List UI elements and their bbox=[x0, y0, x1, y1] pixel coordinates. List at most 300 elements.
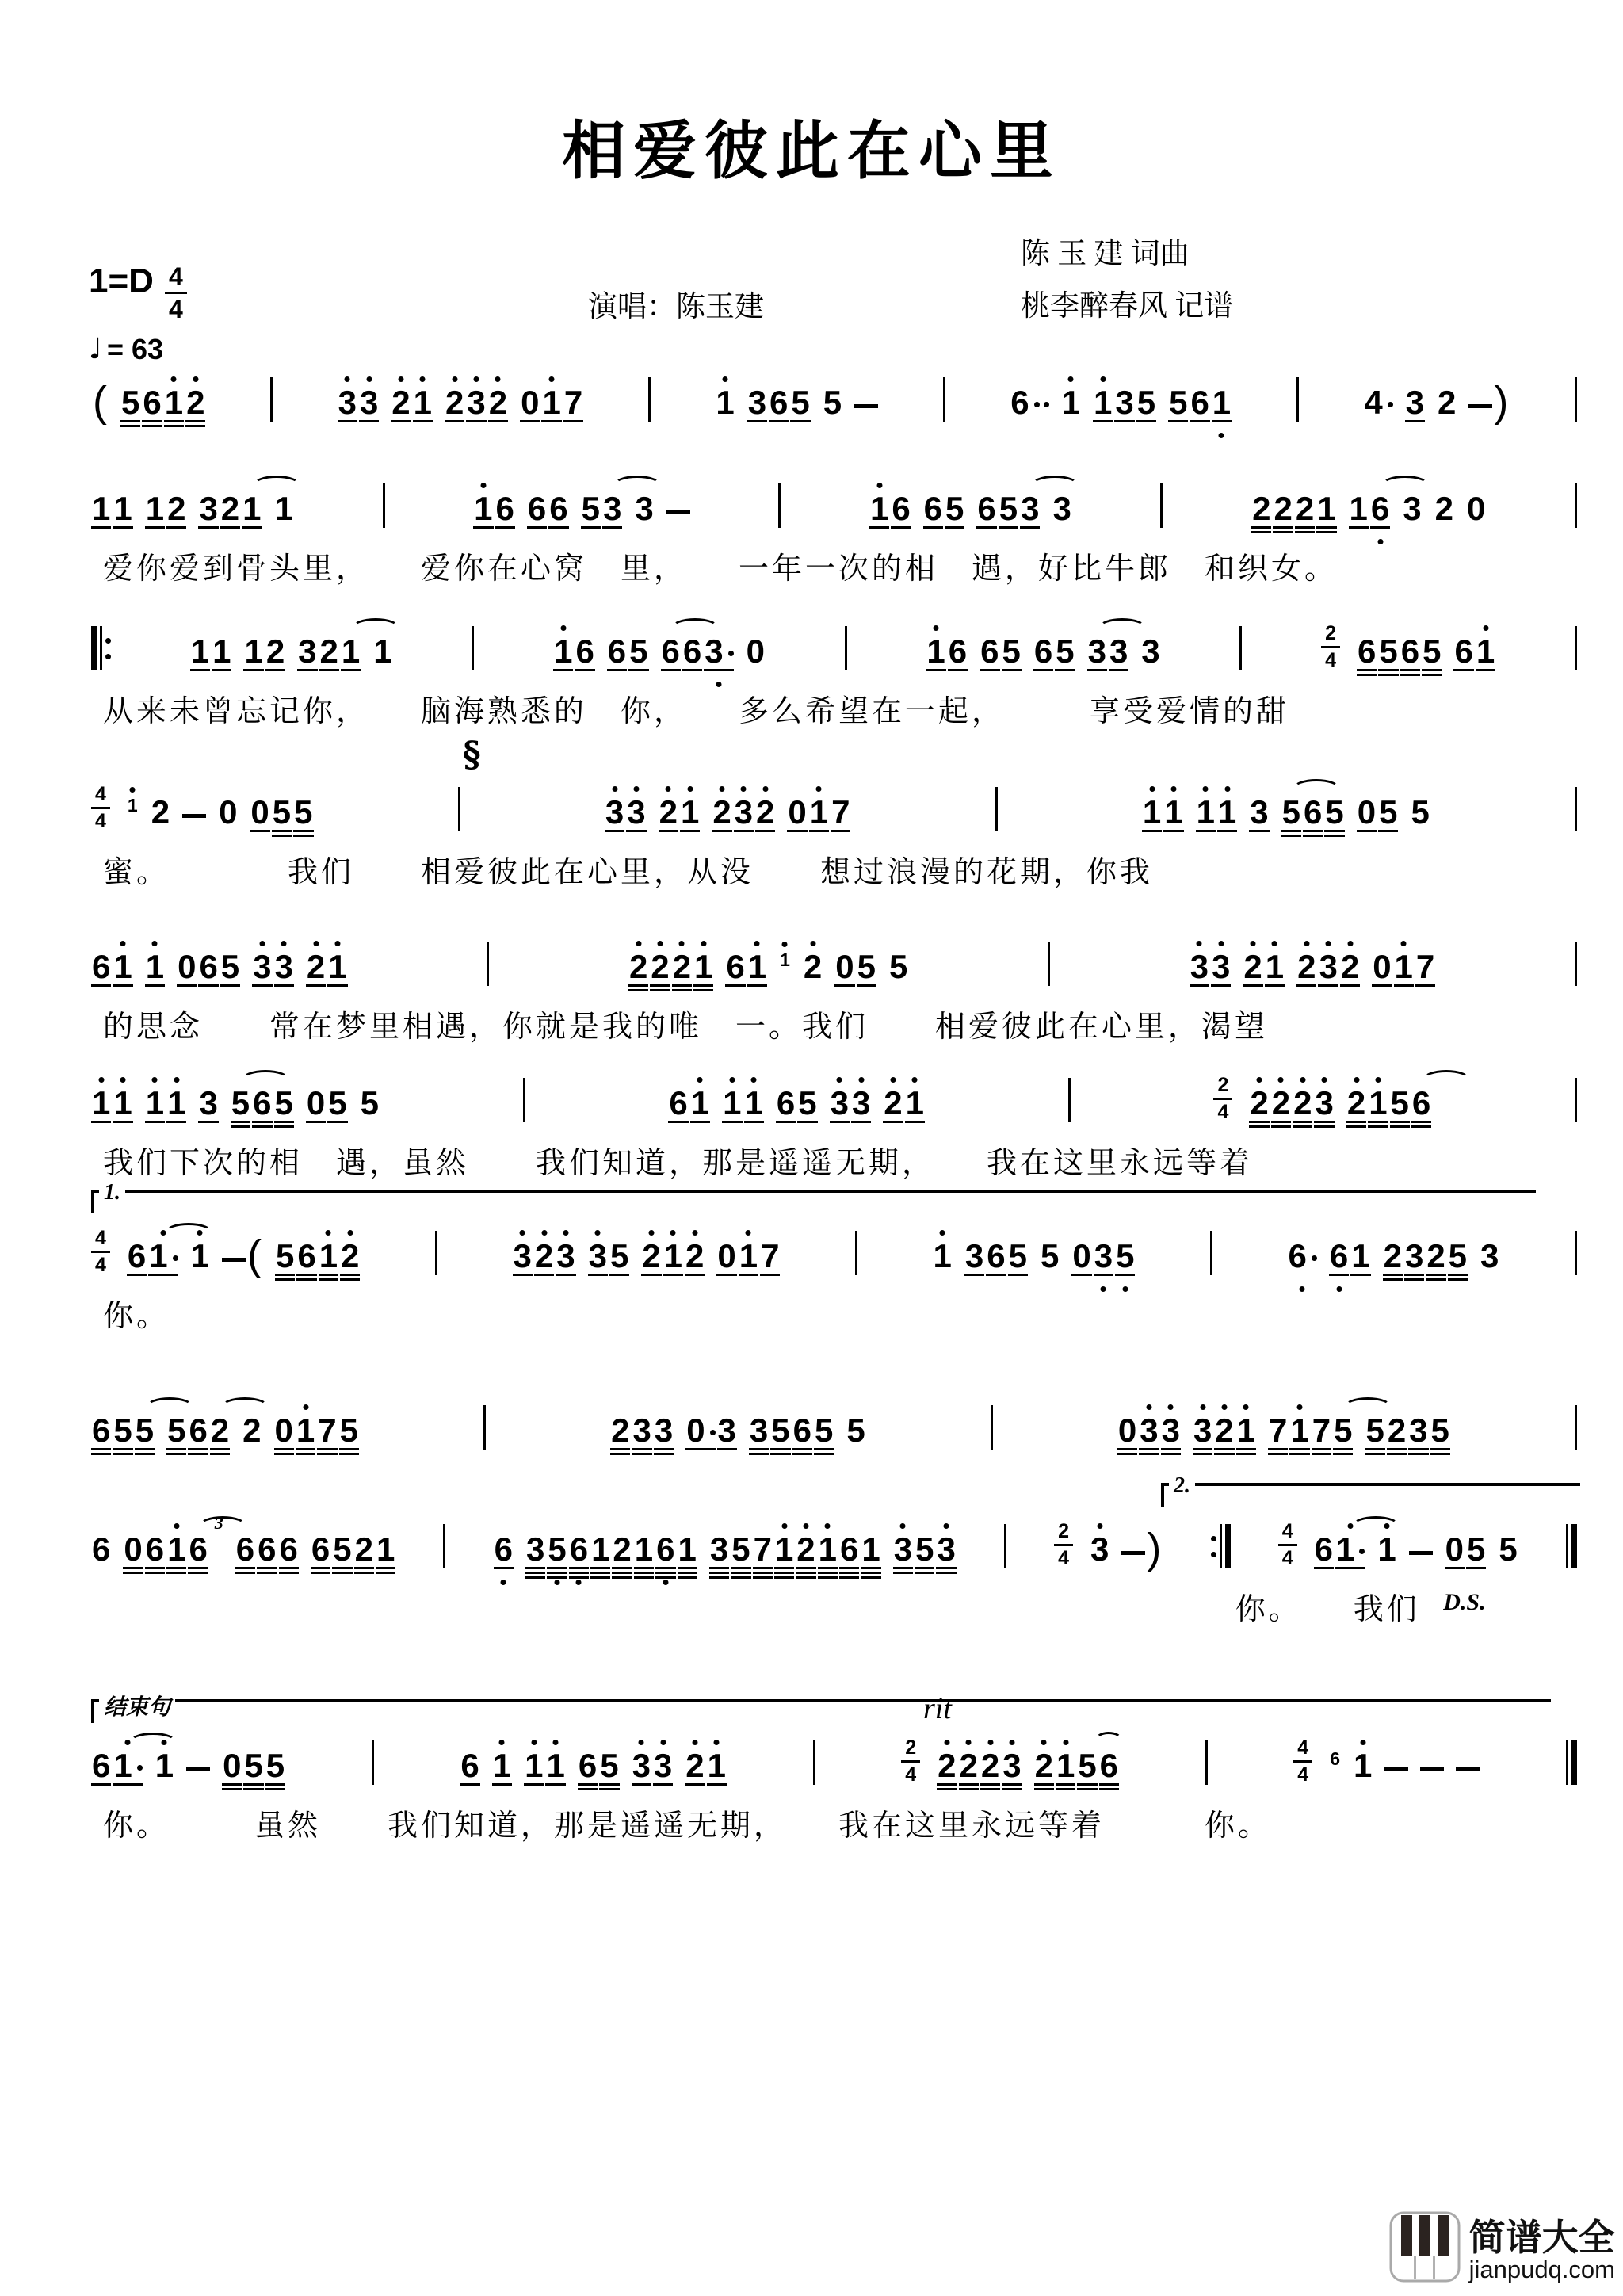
octave-dot-above bbox=[701, 941, 706, 946]
underline bbox=[1357, 669, 1377, 671]
barline bbox=[1575, 1231, 1577, 1275]
note bbox=[834, 950, 854, 986]
note bbox=[641, 1237, 661, 1275]
barline bbox=[100, 626, 102, 670]
underline bbox=[534, 1274, 554, 1276]
note-digit: 1 bbox=[869, 490, 889, 527]
underline bbox=[242, 526, 262, 529]
time-bottom: 4 bbox=[168, 295, 183, 323]
note bbox=[272, 793, 292, 831]
song-title: 相爱彼此在心里 bbox=[562, 114, 1061, 188]
note-digit: 3 bbox=[253, 948, 272, 985]
underline bbox=[1422, 669, 1442, 671]
underline bbox=[198, 984, 218, 987]
octave-dot-above bbox=[692, 1230, 697, 1236]
note-digit: 1 bbox=[341, 632, 361, 670]
note bbox=[339, 1414, 359, 1450]
note bbox=[1476, 632, 1495, 670]
note-digit: 3 bbox=[1409, 1412, 1428, 1449]
note bbox=[779, 951, 791, 970]
note-digit: 2 bbox=[1293, 1084, 1312, 1121]
note-digit: 5 bbox=[1002, 632, 1021, 670]
note bbox=[252, 1084, 272, 1122]
note bbox=[1295, 492, 1315, 528]
underline bbox=[1214, 1448, 1234, 1450]
underline bbox=[937, 1783, 957, 1786]
underline bbox=[1211, 984, 1231, 987]
note bbox=[846, 1414, 865, 1450]
note bbox=[460, 1749, 479, 1785]
underline bbox=[725, 984, 745, 987]
piano-icon bbox=[1388, 2210, 1461, 2283]
note-digit: 6 bbox=[776, 1084, 796, 1121]
underline bbox=[796, 1576, 815, 1579]
underline bbox=[1117, 1448, 1137, 1450]
volta-bracket bbox=[91, 1180, 1536, 1213]
octave-dot-above bbox=[825, 1523, 831, 1529]
note bbox=[1212, 386, 1232, 422]
note bbox=[534, 1237, 554, 1275]
note bbox=[1335, 1530, 1365, 1568]
octave-dot-above bbox=[1009, 1740, 1014, 1745]
barline bbox=[1566, 1524, 1568, 1568]
note-digit: 5 bbox=[1448, 1237, 1468, 1274]
note-digit: 1 bbox=[525, 1747, 544, 1784]
lyrics-line: 的思念 常在梦里相遇，你就是我的唯 一。我们 相爱彼此在心里，渴望 bbox=[103, 1010, 1269, 1044]
note bbox=[1400, 632, 1420, 670]
underline bbox=[145, 1121, 165, 1123]
underline bbox=[1281, 830, 1301, 832]
note-digit: 1 bbox=[774, 1530, 794, 1568]
system-2 bbox=[91, 477, 1577, 613]
underline bbox=[787, 830, 807, 832]
note-digit: 6 bbox=[923, 490, 943, 527]
beat-group bbox=[553, 632, 766, 670]
underline bbox=[91, 1448, 111, 1450]
note bbox=[1316, 492, 1336, 528]
note bbox=[1426, 1237, 1445, 1275]
underline bbox=[1293, 1125, 1312, 1128]
note bbox=[1193, 1414, 1212, 1450]
underline bbox=[774, 1567, 794, 1569]
note-digit: 6 bbox=[948, 632, 968, 670]
note-digit: 1 bbox=[554, 632, 573, 670]
note-digit: 3 bbox=[1161, 1412, 1180, 1449]
underline bbox=[1368, 1121, 1388, 1123]
duration-dash bbox=[182, 814, 206, 818]
note bbox=[632, 1414, 651, 1450]
note-digit: 1 bbox=[113, 490, 132, 527]
octave-dot-above bbox=[890, 1077, 896, 1083]
note bbox=[747, 386, 767, 422]
underline bbox=[113, 526, 132, 529]
octave-dot-above bbox=[697, 1077, 703, 1083]
note bbox=[198, 492, 218, 528]
octave-dot-above bbox=[563, 1230, 568, 1236]
note-digit: 1 bbox=[242, 490, 262, 527]
note-digit: 2 bbox=[1387, 1412, 1407, 1449]
singer-credit: 演唱：陈玉建 bbox=[588, 291, 764, 323]
underline bbox=[1445, 1567, 1465, 1569]
underline bbox=[235, 1572, 255, 1574]
note-digit: 2 bbox=[980, 1747, 1000, 1784]
underline bbox=[1193, 1448, 1212, 1450]
parenthesis: ( bbox=[246, 1232, 262, 1280]
barline bbox=[1048, 942, 1050, 986]
underline bbox=[120, 425, 140, 427]
note-digit: 1 bbox=[1196, 793, 1215, 831]
barline bbox=[855, 1231, 857, 1275]
underline bbox=[113, 1448, 132, 1450]
underline bbox=[578, 1783, 598, 1786]
note bbox=[177, 950, 197, 986]
note bbox=[747, 950, 767, 986]
beat-group bbox=[901, 1737, 1119, 1785]
note bbox=[1378, 793, 1398, 831]
segno-sign: § bbox=[462, 735, 481, 775]
time-top: 2 bbox=[1054, 1521, 1073, 1546]
octave-dot-above bbox=[934, 625, 939, 631]
note bbox=[257, 1530, 277, 1568]
note bbox=[610, 1414, 630, 1450]
underline bbox=[755, 830, 775, 832]
note-digit: 5 bbox=[265, 1747, 285, 1784]
note-digit: 5 bbox=[135, 1412, 155, 1449]
barline bbox=[523, 1078, 525, 1122]
note-digit: 7 bbox=[761, 1237, 780, 1274]
underline bbox=[980, 669, 999, 671]
note-digit: 6 bbox=[143, 384, 162, 421]
note bbox=[1008, 1237, 1028, 1275]
note-digit: 2 bbox=[1383, 1237, 1402, 1274]
underline bbox=[1340, 984, 1360, 987]
underline bbox=[753, 1576, 773, 1579]
underline bbox=[1426, 1278, 1445, 1281]
note bbox=[1099, 1749, 1119, 1785]
system-4 bbox=[91, 735, 1577, 917]
note bbox=[1115, 1237, 1135, 1275]
volta-label: 2. bbox=[1169, 1473, 1195, 1499]
octave-dot-above bbox=[120, 941, 126, 946]
underline bbox=[1430, 1448, 1450, 1450]
underline bbox=[569, 1567, 589, 1569]
note-digit: 1 bbox=[1265, 948, 1285, 985]
underline bbox=[945, 526, 964, 529]
note bbox=[685, 1237, 705, 1275]
note-digit: 6 bbox=[669, 1084, 688, 1121]
note-digit: 2 bbox=[1215, 1412, 1234, 1449]
underline bbox=[1249, 1121, 1269, 1123]
underline bbox=[1426, 1274, 1445, 1276]
underline bbox=[359, 420, 379, 422]
duration-dash bbox=[1409, 1551, 1433, 1555]
underline bbox=[1400, 669, 1420, 671]
note bbox=[937, 1749, 957, 1785]
octave-dot-above bbox=[1200, 1404, 1205, 1410]
note-digit: 2 bbox=[1434, 490, 1453, 527]
note-digit: 1 bbox=[145, 490, 165, 527]
underline bbox=[893, 1567, 913, 1569]
note bbox=[831, 793, 850, 831]
underline bbox=[1329, 1274, 1349, 1276]
underline bbox=[948, 669, 968, 671]
note-digit: 7 bbox=[1269, 1412, 1288, 1449]
time-top: 4 bbox=[1293, 1737, 1312, 1763]
note bbox=[190, 1237, 210, 1275]
note bbox=[1498, 1530, 1518, 1568]
underline bbox=[792, 1453, 812, 1455]
note bbox=[185, 386, 205, 422]
note-digit: 5 bbox=[272, 793, 292, 831]
beat-group bbox=[91, 1414, 359, 1450]
underline bbox=[612, 1567, 632, 1569]
note-digit: 3 bbox=[1315, 1084, 1334, 1121]
underline bbox=[1115, 1274, 1135, 1276]
note bbox=[220, 492, 240, 528]
note bbox=[391, 386, 411, 422]
key-label: 1=D bbox=[89, 262, 154, 300]
note-digit: 0 bbox=[306, 1084, 326, 1121]
underline bbox=[297, 669, 317, 671]
underline bbox=[650, 984, 670, 987]
underline bbox=[91, 526, 111, 529]
barline bbox=[1575, 1405, 1577, 1450]
underline bbox=[937, 1788, 957, 1790]
note bbox=[1211, 950, 1231, 986]
note-digit: 6 bbox=[258, 1530, 277, 1568]
underline bbox=[1312, 1453, 1331, 1455]
notes-row bbox=[91, 477, 1577, 528]
octave-dot-above bbox=[858, 1077, 864, 1083]
barline bbox=[91, 626, 97, 670]
beat-group bbox=[926, 632, 1160, 670]
underline bbox=[1394, 984, 1414, 987]
note-digit: 3 bbox=[734, 793, 754, 831]
barline bbox=[1220, 1524, 1222, 1568]
note bbox=[690, 1084, 710, 1122]
octave-dot-above bbox=[1063, 1740, 1068, 1745]
system-3 bbox=[91, 620, 1577, 756]
note-digit: 2 bbox=[445, 384, 464, 421]
underline bbox=[628, 984, 648, 987]
note bbox=[1281, 793, 1301, 831]
octave-dot-below bbox=[1122, 1286, 1128, 1292]
note bbox=[338, 386, 357, 422]
note-digit: 6 bbox=[92, 1530, 111, 1568]
note-digit: 1 bbox=[591, 1530, 610, 1568]
note-digit: 1 bbox=[113, 1747, 132, 1784]
note bbox=[166, 1084, 186, 1122]
underline bbox=[1034, 1783, 1054, 1786]
note bbox=[1093, 386, 1113, 422]
triplet-number: 3 bbox=[214, 1513, 223, 1533]
octave-dot-above bbox=[1360, 1740, 1365, 1745]
note-digit: 1 bbox=[1142, 793, 1162, 831]
note-digit: 2 bbox=[884, 1084, 903, 1121]
underline bbox=[650, 989, 670, 991]
note-digit: 3 bbox=[1319, 948, 1338, 985]
underline bbox=[1415, 984, 1435, 987]
note-digit: 5 bbox=[231, 1084, 250, 1121]
note bbox=[628, 950, 648, 986]
note-digit: 0 bbox=[1117, 1412, 1137, 1449]
note bbox=[722, 1084, 742, 1122]
duration-dash bbox=[1420, 1767, 1444, 1771]
note-digit: 3 bbox=[1002, 1747, 1022, 1784]
note bbox=[590, 1530, 610, 1568]
octave-dot-above bbox=[474, 376, 479, 382]
underline bbox=[1190, 984, 1209, 987]
note bbox=[883, 1084, 903, 1122]
underline bbox=[91, 1783, 111, 1786]
note-digit: 6 bbox=[575, 632, 594, 670]
underline bbox=[605, 830, 624, 832]
note-digit: 1 bbox=[164, 384, 184, 421]
note-digit: 1 bbox=[1164, 793, 1183, 831]
note-digit: 1 bbox=[92, 1084, 111, 1121]
underline bbox=[809, 830, 829, 832]
note-digit: 3 bbox=[1190, 948, 1209, 985]
lyrics-line: 你。 我们 bbox=[1235, 1593, 1420, 1626]
notes-row bbox=[91, 1180, 1577, 1280]
beat-group bbox=[91, 1515, 395, 1568]
underline bbox=[1139, 1453, 1159, 1455]
underline bbox=[891, 526, 911, 529]
underline bbox=[814, 1453, 834, 1455]
underline bbox=[494, 1567, 514, 1569]
note-digit: 3 bbox=[1140, 1412, 1159, 1449]
beat-group bbox=[1321, 623, 1495, 670]
note-digit: 2 bbox=[611, 1412, 630, 1449]
underline bbox=[753, 1567, 773, 1569]
note bbox=[91, 950, 111, 986]
barline bbox=[1575, 483, 1577, 528]
underline bbox=[1139, 1448, 1159, 1450]
underline bbox=[123, 1567, 143, 1569]
note bbox=[653, 1749, 673, 1785]
note bbox=[588, 1237, 608, 1275]
underline bbox=[834, 984, 854, 987]
underline bbox=[332, 1572, 352, 1574]
note bbox=[306, 1084, 326, 1122]
notes-row bbox=[91, 1473, 1577, 1573]
underline bbox=[231, 1121, 250, 1123]
note bbox=[274, 950, 294, 986]
octave-dot-above bbox=[670, 1230, 676, 1236]
note-digit: 6 bbox=[1411, 1084, 1431, 1121]
underline bbox=[1378, 674, 1398, 676]
note-digit: 1 bbox=[113, 1084, 132, 1121]
octave-dot-above bbox=[1243, 1404, 1249, 1410]
note-digit: 6 bbox=[1400, 632, 1420, 670]
underline bbox=[1056, 1783, 1075, 1786]
system-10 bbox=[91, 1692, 1577, 1870]
underline bbox=[634, 1576, 654, 1579]
note-digit: 2 bbox=[186, 384, 205, 421]
underline bbox=[164, 425, 184, 427]
octave-dot-above bbox=[1326, 941, 1331, 946]
note bbox=[986, 1237, 1006, 1275]
note-digit: 3 bbox=[717, 1412, 736, 1449]
note bbox=[91, 1084, 111, 1122]
underline bbox=[663, 1274, 683, 1276]
beat-group bbox=[605, 793, 851, 831]
underline bbox=[495, 526, 515, 529]
note-digit: 5 bbox=[731, 1530, 750, 1568]
note bbox=[1190, 950, 1209, 986]
duration-dash bbox=[666, 510, 690, 514]
note bbox=[166, 1414, 186, 1450]
note bbox=[1434, 492, 1454, 528]
underline bbox=[1281, 835, 1301, 837]
note-digit: 5 bbox=[945, 490, 964, 527]
underline bbox=[731, 1567, 750, 1569]
note-digit: 1 bbox=[413, 384, 433, 421]
note-digit: 5 bbox=[1365, 1412, 1384, 1449]
octave-dot-above bbox=[679, 941, 685, 946]
note bbox=[1077, 1749, 1097, 1785]
lyrics-line: 你。 虽然 我们知道，那是遥遥无期， 我在这里永远等着 你。 bbox=[103, 1809, 1272, 1843]
note-digit: 2 bbox=[1295, 490, 1315, 527]
underline bbox=[332, 1567, 352, 1569]
underline bbox=[1117, 1453, 1137, 1455]
note bbox=[127, 797, 139, 816]
note bbox=[599, 1749, 619, 1785]
note bbox=[680, 793, 700, 831]
underline bbox=[1324, 835, 1344, 837]
note-digit: 1 bbox=[1212, 384, 1232, 421]
underline bbox=[774, 1576, 794, 1579]
underline bbox=[1430, 1453, 1450, 1455]
note-digit: 6 bbox=[840, 1530, 859, 1568]
time-bottom: 4 bbox=[1217, 1101, 1229, 1123]
note bbox=[796, 1530, 815, 1568]
final-barline bbox=[1566, 1524, 1577, 1568]
underline bbox=[319, 669, 339, 671]
barline bbox=[458, 787, 460, 831]
note-digit: 1 bbox=[1290, 1412, 1309, 1449]
underline bbox=[1408, 1448, 1428, 1450]
barline bbox=[1575, 787, 1577, 831]
note-digit: 1 bbox=[127, 795, 138, 816]
underline bbox=[734, 830, 754, 832]
underline bbox=[166, 1121, 186, 1123]
underline bbox=[222, 1788, 242, 1790]
underline bbox=[626, 830, 646, 832]
underline bbox=[588, 1274, 608, 1276]
notes-row bbox=[91, 935, 1577, 986]
note bbox=[1430, 1414, 1450, 1450]
note bbox=[1289, 1414, 1309, 1450]
beat-group bbox=[715, 386, 878, 422]
note-digit: 1 bbox=[1377, 1530, 1396, 1568]
underline bbox=[1404, 1274, 1424, 1276]
note bbox=[744, 1084, 764, 1122]
underline bbox=[148, 1274, 178, 1276]
duration-dash bbox=[222, 1258, 246, 1262]
note-digit: 0 bbox=[1466, 490, 1486, 527]
octave-dot-above bbox=[420, 376, 426, 382]
underline bbox=[1002, 1788, 1022, 1790]
octave-dot-above bbox=[162, 1740, 167, 1745]
octave-dot-above bbox=[729, 1077, 735, 1083]
barline bbox=[1296, 377, 1299, 422]
note bbox=[1055, 632, 1075, 670]
notes-row bbox=[91, 1072, 1577, 1122]
note-digit: 0 bbox=[788, 793, 807, 831]
note-digit: 6 bbox=[494, 1530, 513, 1568]
underline bbox=[744, 1121, 764, 1123]
